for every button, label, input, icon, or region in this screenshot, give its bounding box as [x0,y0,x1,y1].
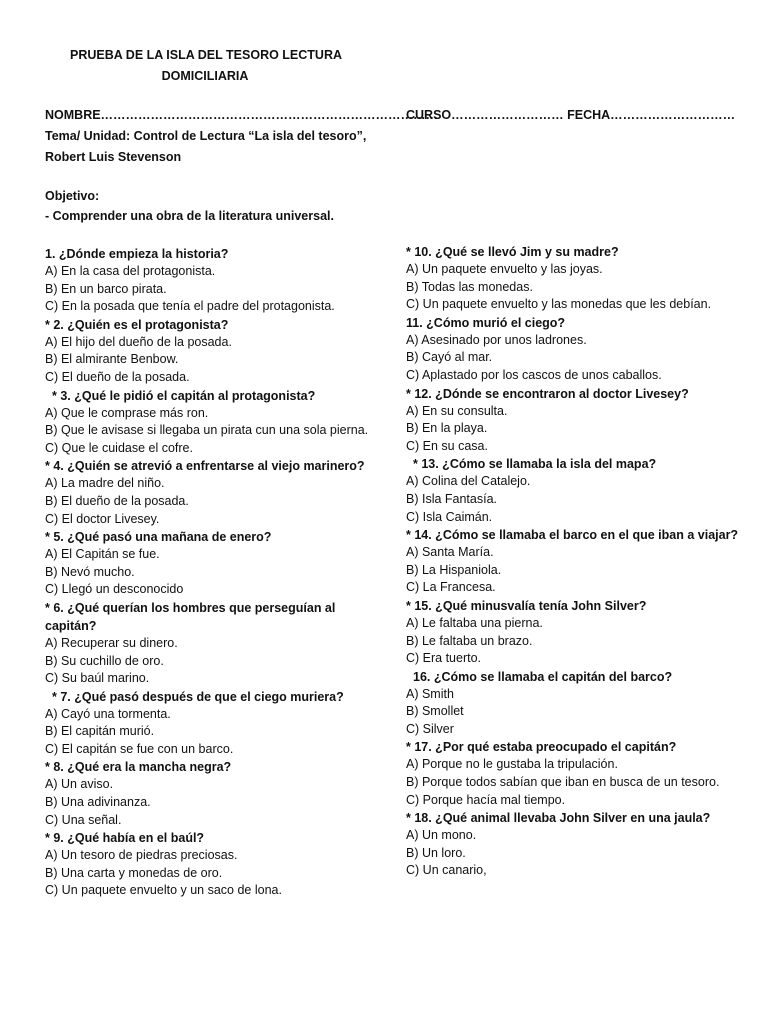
question-15: * 15. ¿Qué minusvalía tenía John Silver? [406,598,647,613]
question-4: * 4. ¿Quién se atrevió a enfrentarse al viejo marinero? [45,459,365,474]
option-a: A) En su consulta. [406,403,508,418]
option-c: C) Un paquete envuelto y un saco de lona. [45,883,282,898]
topic-line-1: Tema/ Unidad: Control de Lectura “La isla del tesoro”, [45,129,367,143]
topic-line-2: Robert Luis Stevenson [45,150,182,164]
option-b: B) Porque todos sabían que iban en busca de un tesoro. [406,775,720,790]
question-13: * 13. ¿Cómo se llamaba la isla del mapa? [413,457,657,472]
option-c: C) El doctor Livesey. [45,511,160,526]
question-3: * 3. ¿Qué le pidió el capitán al protagonista? [52,388,316,403]
option-b: B) Una adivinanza. [45,795,151,810]
questions-column-right [406,243,746,880]
option-c: C) Silver [406,721,454,736]
option-c: C) El dueño de la posada. [45,369,190,384]
question-block [45,758,385,829]
option-a: A) Recuperar su dinero. [45,635,178,650]
option-a: A) El Capitán se fue. [45,547,160,562]
question-block [45,457,385,528]
option-c: C) Un canario, [406,863,487,878]
option-b: B) Una carta y monedas de oro. [45,865,223,880]
option-a: A) Colina del Catalejo. [406,474,531,489]
document-title [70,45,343,87]
option-b: B) Le faltaba un brazo. [406,633,533,648]
option-b: B) Isla Fantasía. [406,491,498,506]
option-b: B) El dueño de la posada. [45,493,189,508]
question-7: * 7. ¿Qué pasó después de que el ciego muriera? [52,689,344,704]
option-a: A) Un mono. [406,828,477,843]
option-b: B) Todas las monedas. [406,279,533,294]
option-b: B) El almirante Benbow. [45,352,179,367]
option-a: A) Le faltaba una pierna. [406,615,543,630]
question-block [406,668,746,739]
option-c: C) Que le cuidase el cofre. [45,440,193,455]
option-a: A) Que le comprase más ron. [45,405,209,420]
question-block [406,243,746,314]
option-c: C) La Francesa. [406,580,496,595]
option-a: A) La madre del niño. [45,476,165,491]
option-c: C) Una señal. [45,812,122,827]
option-c: C) Su baúl marino. [45,671,150,686]
option-a: A) Un aviso. [45,777,114,792]
option-c: C) Porque hacía mal tiempo. [406,792,566,807]
question-block [406,455,746,526]
option-b: B) El capitán murió. [45,724,155,739]
name-field: NOMBRE……………………………………………………………………… [45,108,439,122]
option-a: A) El hijo del dueño de la posada. [45,334,232,349]
option-a: A) Un tesoro de piedras preciosas. [45,848,238,863]
objective-text: - Comprender una obra de la literatura universal. [45,209,334,223]
option-b: B) Un loro. [406,845,466,860]
option-b: B) En la playa. [406,421,488,436]
option-c: C) Isla Caimán. [406,509,493,524]
option-b: B) Nevó mucho. [45,564,135,579]
option-b: B) Smollet [406,704,464,719]
course-date-field: CURSO……………………… FECHA………………………… [406,108,736,122]
question-block [406,809,746,880]
question-block [45,599,385,688]
option-b: B) La Hispaniola. [406,562,502,577]
option-c: C) En la posada que tenía el padre del protagonista. [45,299,335,314]
question-18: * 18. ¿Qué animal llevaba John Silver en una jaula? [406,811,711,826]
question-2: * 2. ¿Quién es el protagonista? [45,317,229,332]
option-b: B) Que le avisase si llegaba un pirata cun una sola pierna. [45,423,369,438]
questions-column-left [45,245,385,900]
option-a: A) Smith [406,686,454,701]
question-block [45,688,385,759]
question-block [45,245,385,316]
objective-label: Objetivo: [45,189,100,203]
option-c: C) En su casa. [406,438,488,453]
option-a: A) En la casa del protagonista. [45,264,216,278]
option-b: B) En un barco pirata. [45,281,167,296]
option-b: B) Cayó al mar. [406,350,493,365]
option-c: C) Llegó un desconocido [45,582,184,597]
option-a: A) Porque no le gustaba la tripulación. [406,757,618,772]
question-block [406,597,746,668]
question-17: * 17. ¿Por qué estaba preocupado el capitán? [406,740,677,755]
question-block [45,528,385,599]
title-line-1: PRUEBA DE LA ISLA DEL TESORO LECTURA [70,48,343,62]
question-12: * 12. ¿Dónde se encontraron al doctor Livesey? [406,386,689,401]
option-a: A) Santa María. [406,545,494,560]
objective-section [45,186,390,226]
option-c: C) El capitán se fue con un barco. [45,741,234,756]
question-11: 11. ¿Cómo murió el ciego? [406,315,566,330]
option-c: C) Un paquete envuelto y las monedas que les debían. [406,297,712,312]
option-c: C) Era tuerto. [406,651,482,666]
question-block [406,526,746,597]
question-5: * 5. ¿Qué pasó una mañana de enero? [45,530,272,545]
question-14: * 14. ¿Cómo se llamaba el barco en el que iban a viajar? [406,528,739,543]
question-16: 16. ¿Cómo se llamaba el capitán del barco? [413,669,673,684]
option-a: A) Asesinado por unos ladrones. [406,332,587,347]
option-a: A) Cayó una tormenta. [45,706,171,721]
option-b: B) Su cuchillo de oro. [45,653,164,668]
question-block [406,738,746,809]
option-c: C) Aplastado por los cascos de unos caballos. [406,367,662,382]
question-1: 1. ¿Dónde empieza la historia? [45,247,229,261]
title-line-2: DOMICILIARIA [161,69,249,83]
student-header [45,105,439,168]
question-block [45,829,385,900]
question-block [406,385,746,456]
question-8: * 8. ¿Qué era la mancha negra? [45,760,232,775]
question-9: * 9. ¿Qué había en el baúl? [45,831,205,846]
question-block [45,316,385,387]
question-10: * 10. ¿Qué se llevó Jim y su madre? [406,245,619,259]
question-block [406,314,746,385]
option-a: A) Un paquete envuelto y las joyas. [406,262,603,276]
question-6: * 6. ¿Qué querían los hombres que perseguían al capitán? [45,600,336,633]
question-block [45,387,385,458]
